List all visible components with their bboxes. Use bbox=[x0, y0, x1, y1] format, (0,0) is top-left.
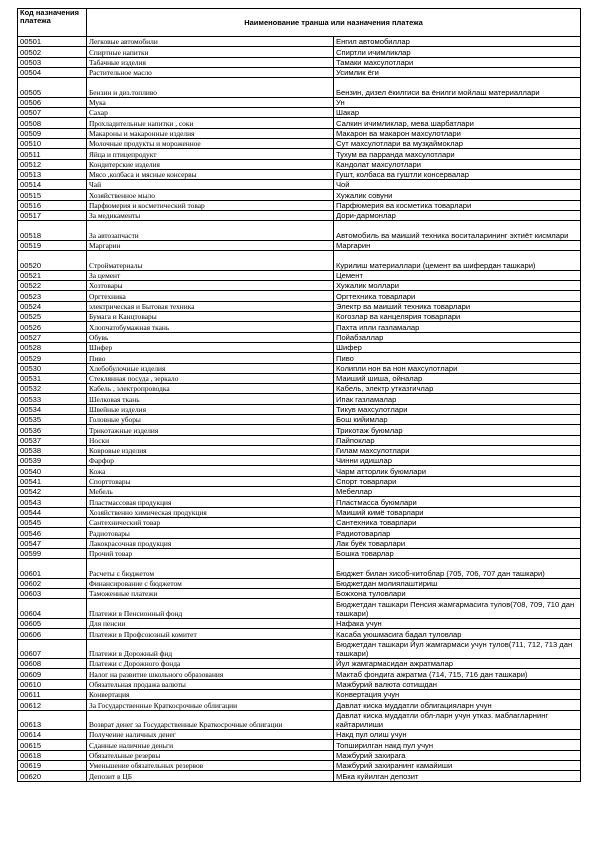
table-row bbox=[18, 221, 581, 241]
table-row bbox=[18, 659, 581, 669]
russian-name-cell: Шифер bbox=[87, 342, 334, 352]
code-cell: 00511 bbox=[18, 149, 87, 159]
russian-name-cell: Хозяйственно химическая продукция bbox=[87, 507, 334, 517]
russian-name-cell: Сахар bbox=[87, 108, 334, 118]
russian-name-cell: Спорттовары bbox=[87, 476, 334, 486]
code-cell: 00610 bbox=[18, 679, 87, 689]
russian-name-cell: Чай bbox=[87, 180, 334, 190]
russian-name-cell: Сантехнический товар bbox=[87, 517, 334, 527]
code-cell: 00508 bbox=[18, 118, 87, 128]
table-row bbox=[18, 730, 581, 740]
table-header bbox=[18, 9, 581, 37]
russian-name-cell: Носки bbox=[87, 435, 334, 445]
code-cell: 00536 bbox=[18, 425, 87, 435]
uzbek-name-cell: Усимлик ёги bbox=[334, 67, 581, 77]
uzbek-name-cell: Оргтехника товарлари bbox=[334, 291, 581, 301]
uzbek-name-cell: Спорт товарлари bbox=[334, 476, 581, 486]
uzbek-name-cell: Чинни идишлар bbox=[334, 456, 581, 466]
russian-name-cell: Табачные изделия bbox=[87, 57, 334, 67]
table-row bbox=[18, 761, 581, 771]
uzbek-name-cell: Топширилган накд пул учун bbox=[334, 740, 581, 750]
uzbek-name-cell: Чарм атторлик буюмлари bbox=[334, 466, 581, 476]
uzbek-name-cell: Трикотаж буюмлар bbox=[334, 425, 581, 435]
code-cell: 00504 bbox=[18, 67, 87, 77]
code-cell: 00502 bbox=[18, 47, 87, 57]
code-cell: 00599 bbox=[18, 548, 87, 558]
russian-name-cell: Платежи в Дорожный фнд bbox=[87, 639, 334, 659]
table-row bbox=[18, 270, 581, 280]
table-row bbox=[18, 57, 581, 67]
table-row bbox=[18, 67, 581, 77]
table-row bbox=[18, 342, 581, 352]
table-row bbox=[18, 456, 581, 466]
uzbek-name-cell: Мактаб фондига ажратма (714, 715, 716 дан ташкари) bbox=[334, 669, 581, 679]
uzbek-name-cell: Пластмасса буюмлари bbox=[334, 497, 581, 507]
uzbek-name-cell: Хужалик моллари bbox=[334, 281, 581, 291]
table-row bbox=[18, 599, 581, 619]
uzbek-name-cell: Бюджетдан молиялаштириш bbox=[334, 578, 581, 588]
table-row bbox=[18, 618, 581, 628]
table-row bbox=[18, 159, 581, 169]
code-cell: 00525 bbox=[18, 312, 87, 322]
code-cell: 00619 bbox=[18, 761, 87, 771]
table-row bbox=[18, 466, 581, 476]
table-row bbox=[18, 528, 581, 538]
table-row bbox=[18, 750, 581, 760]
russian-name-cell: Хлопчатобумажная ткань bbox=[87, 322, 334, 332]
uzbek-name-cell: Тухум ва парранда махсулотлари bbox=[334, 149, 581, 159]
uzbek-name-cell: Мажбурий валюта сотишдан bbox=[334, 679, 581, 689]
table-row bbox=[18, 128, 581, 138]
russian-name-cell: Возврат денег за Государственные Краткосрочные облигации bbox=[87, 710, 334, 730]
uzbek-name-cell: Салкин ичимликлар, мева шарбатлари bbox=[334, 118, 581, 128]
table-row bbox=[18, 487, 581, 497]
uzbek-name-cell: Пойабзаллар bbox=[334, 332, 581, 342]
uzbek-name-cell: Мебеллар bbox=[334, 487, 581, 497]
russian-name-cell: Таможенные платежи bbox=[87, 589, 334, 599]
russian-name-cell: Обязательные резервы bbox=[87, 750, 334, 760]
code-cell: 00530 bbox=[18, 363, 87, 373]
russian-name-cell: Депозит в ЦБ bbox=[87, 771, 334, 781]
table-row bbox=[18, 740, 581, 750]
table-row bbox=[18, 589, 581, 599]
russian-name-cell: Конвертация bbox=[87, 690, 334, 700]
russian-name-cell: Мебель bbox=[87, 487, 334, 497]
russian-name-cell: Шелковая ткань bbox=[87, 394, 334, 404]
table-row bbox=[18, 476, 581, 486]
uzbek-name-cell: Радиотоварлар bbox=[334, 528, 581, 538]
uzbek-name-cell: Парфюмерия ва косметика товарлари bbox=[334, 200, 581, 210]
table-row bbox=[18, 384, 581, 394]
uzbek-name-cell: Бош кийимлар bbox=[334, 414, 581, 424]
code-column-header: Код назначения платежа bbox=[18, 9, 87, 37]
table-row bbox=[18, 669, 581, 679]
russian-name-cell: Головные уборы bbox=[87, 414, 334, 424]
code-cell: 00518 bbox=[18, 221, 87, 241]
russian-name-cell: Парфюмерия и косметический товар bbox=[87, 200, 334, 210]
russian-name-cell: Оргтехника bbox=[87, 291, 334, 301]
table-row bbox=[18, 445, 581, 455]
code-cell: 00524 bbox=[18, 301, 87, 311]
code-cell: 00539 bbox=[18, 456, 87, 466]
code-cell: 00604 bbox=[18, 599, 87, 619]
uzbek-name-cell: Бензин, дизел ёкилгиси ва ёнилги мойлаш материаллари bbox=[334, 78, 581, 98]
uzbek-name-cell: Мажбурий захирага bbox=[334, 750, 581, 760]
russian-name-cell: Прохладительные напитки , соки bbox=[87, 118, 334, 128]
table-row bbox=[18, 363, 581, 373]
russian-name-cell: За цемент bbox=[87, 270, 334, 280]
code-cell: 00533 bbox=[18, 394, 87, 404]
table-row bbox=[18, 629, 581, 639]
table-row bbox=[18, 37, 581, 47]
code-cell: 00513 bbox=[18, 169, 87, 179]
uzbek-name-cell: Давлат киска муддатли облигацияларн учун bbox=[334, 700, 581, 710]
code-cell: 00542 bbox=[18, 487, 87, 497]
russian-name-cell: Мука bbox=[87, 97, 334, 107]
table-row bbox=[18, 118, 581, 128]
table-row bbox=[18, 138, 581, 148]
uzbek-name-cell: Конвертация учун bbox=[334, 690, 581, 700]
name-column-header: Наименование транша или назначения платежа bbox=[87, 9, 581, 37]
table-row bbox=[18, 312, 581, 322]
uzbek-name-cell: Пайпоклар bbox=[334, 435, 581, 445]
code-cell: 00537 bbox=[18, 435, 87, 445]
code-cell: 00612 bbox=[18, 700, 87, 710]
uzbek-name-cell: Бюджетдан ташкари Йул жамгармаси учун тулов(711, 712, 713 дан ташкари) bbox=[334, 639, 581, 659]
russian-name-cell: За медикаменты bbox=[87, 211, 334, 221]
code-cell: 00520 bbox=[18, 251, 87, 271]
uzbek-name-cell: Шакар bbox=[334, 108, 581, 118]
russian-name-cell: Радиотовары bbox=[87, 528, 334, 538]
code-cell: 00611 bbox=[18, 690, 87, 700]
code-cell: 00618 bbox=[18, 750, 87, 760]
table-row bbox=[18, 251, 581, 271]
uzbek-name-cell: Цемент bbox=[334, 270, 581, 280]
uzbek-name-cell: Маиший шиша, ойналар bbox=[334, 373, 581, 383]
russian-name-cell: Легковые автомобили bbox=[87, 37, 334, 47]
russian-name-cell: Стройматериалы bbox=[87, 251, 334, 271]
russian-name-cell: За автозапчасти bbox=[87, 221, 334, 241]
uzbek-name-cell: Мажбурий захиранинг камайиши bbox=[334, 761, 581, 771]
uzbek-name-cell: Курилиш материаллари (цемент ва шифердан ташкари) bbox=[334, 251, 581, 271]
code-cell: 00517 bbox=[18, 211, 87, 221]
russian-name-cell: Налог на развитие школьного образования bbox=[87, 669, 334, 679]
table-row bbox=[18, 414, 581, 424]
code-cell: 00523 bbox=[18, 291, 87, 301]
russian-name-cell: Кожа bbox=[87, 466, 334, 476]
russian-name-cell: За Государственные Краткосрочные облигации bbox=[87, 700, 334, 710]
uzbek-name-cell: Лак буёк товарлари bbox=[334, 538, 581, 548]
russian-name-cell: Макароны и макаронные изделия bbox=[87, 128, 334, 138]
russian-name-cell: Платежи в Профсоюзный комитет bbox=[87, 629, 334, 639]
code-cell: 00609 bbox=[18, 669, 87, 679]
table-row bbox=[18, 180, 581, 190]
uzbek-name-cell: Бюджетдан ташкари Пенсия жамгармасига тулов(708, 709, 710 дан ташкари) bbox=[334, 599, 581, 619]
code-cell: 00538 bbox=[18, 445, 87, 455]
uzbek-name-cell: Маиший кимё товарлари bbox=[334, 507, 581, 517]
code-cell: 00514 bbox=[18, 180, 87, 190]
code-cell: 00615 bbox=[18, 740, 87, 750]
russian-name-cell: Хозтовары bbox=[87, 281, 334, 291]
russian-name-cell: Хлебобулочные изделия bbox=[87, 363, 334, 373]
uzbek-name-cell: Электр ва маиший техника товарлари bbox=[334, 301, 581, 311]
russian-name-cell: электрическая и Бытовая техника bbox=[87, 301, 334, 311]
russian-name-cell: Фарфор bbox=[87, 456, 334, 466]
table-row bbox=[18, 679, 581, 689]
table-row bbox=[18, 353, 581, 363]
table-row bbox=[18, 690, 581, 700]
code-cell: 00519 bbox=[18, 240, 87, 250]
code-cell: 00545 bbox=[18, 517, 87, 527]
russian-name-cell: Швейные изделия bbox=[87, 404, 334, 414]
code-cell: 00532 bbox=[18, 384, 87, 394]
code-cell: 00547 bbox=[18, 538, 87, 548]
table-row bbox=[18, 517, 581, 527]
table-row bbox=[18, 301, 581, 311]
table-row bbox=[18, 538, 581, 548]
code-cell: 00602 bbox=[18, 578, 87, 588]
table-row bbox=[18, 108, 581, 118]
uzbek-name-cell: Накд пул олиш учун bbox=[334, 730, 581, 740]
code-cell: 00608 bbox=[18, 659, 87, 669]
code-cell: 00522 bbox=[18, 281, 87, 291]
code-cell: 00515 bbox=[18, 190, 87, 200]
table-row bbox=[18, 47, 581, 57]
table-row bbox=[18, 425, 581, 435]
payment-codes-table bbox=[17, 8, 581, 782]
russian-name-cell: Кабель , электропроводка bbox=[87, 384, 334, 394]
uzbek-name-cell: Чой bbox=[334, 180, 581, 190]
russian-name-cell: Хозяйственное мыло bbox=[87, 190, 334, 200]
code-cell: 00527 bbox=[18, 332, 87, 342]
russian-name-cell: Кондитерские изделия bbox=[87, 159, 334, 169]
uzbek-name-cell: Ун bbox=[334, 97, 581, 107]
table-row bbox=[18, 710, 581, 730]
code-cell: 00613 bbox=[18, 710, 87, 730]
table-row bbox=[18, 211, 581, 221]
russian-name-cell: Пиво bbox=[87, 353, 334, 363]
uzbek-name-cell: МБка куйилган депозит bbox=[334, 771, 581, 781]
code-cell: 00601 bbox=[18, 559, 87, 579]
uzbek-name-cell: Колипли нон ва нон махсулотлари bbox=[334, 363, 581, 373]
russian-name-cell: Прочий товар bbox=[87, 548, 334, 558]
table-body bbox=[18, 37, 581, 782]
table-row bbox=[18, 404, 581, 414]
uzbek-name-cell: Сут махсулотлари ва музқаймоклар bbox=[334, 138, 581, 148]
uzbek-name-cell: Нафака учун bbox=[334, 618, 581, 628]
code-cell: 00501 bbox=[18, 37, 87, 47]
code-cell: 00541 bbox=[18, 476, 87, 486]
code-cell: 00512 bbox=[18, 159, 87, 169]
table-row bbox=[18, 548, 581, 558]
uzbek-name-cell: Дори-дармонлар bbox=[334, 211, 581, 221]
russian-name-cell: Спиртные напитки bbox=[87, 47, 334, 57]
uzbek-name-cell: Давлат киска муддатли обл-ларн учун утказ. маблагларнинг кайтарилиши bbox=[334, 710, 581, 730]
russian-name-cell: Уменьшение обязательных резервов bbox=[87, 761, 334, 771]
table-row bbox=[18, 700, 581, 710]
table-row bbox=[18, 190, 581, 200]
table-row bbox=[18, 578, 581, 588]
table-row bbox=[18, 507, 581, 517]
russian-name-cell: Платежи в Пенсионный фонд bbox=[87, 599, 334, 619]
uzbek-name-cell: Божхона туловлари bbox=[334, 589, 581, 599]
table-row bbox=[18, 291, 581, 301]
table-row bbox=[18, 435, 581, 445]
uzbek-name-cell: Автомобиль ва маиший техника воситаларининг эхтиёт кисмлари bbox=[334, 221, 581, 241]
russian-name-cell: Растительное масло bbox=[87, 67, 334, 77]
table-row bbox=[18, 394, 581, 404]
code-cell: 00529 bbox=[18, 353, 87, 363]
uzbek-name-cell: Касаба уюшмасига бадал туловлар bbox=[334, 629, 581, 639]
table-row bbox=[18, 78, 581, 98]
code-cell: 00543 bbox=[18, 497, 87, 507]
uzbek-name-cell: Сантехника товарлари bbox=[334, 517, 581, 527]
code-cell: 00531 bbox=[18, 373, 87, 383]
uzbek-name-cell: Енгил автомобиллар bbox=[334, 37, 581, 47]
code-cell: 00526 bbox=[18, 322, 87, 332]
table-row bbox=[18, 149, 581, 159]
uzbek-name-cell: Йул жамгармасидан ажратмалар bbox=[334, 659, 581, 669]
table-row bbox=[18, 639, 581, 659]
russian-name-cell: Расчеты с бюджетом bbox=[87, 559, 334, 579]
table-row bbox=[18, 559, 581, 579]
table-row bbox=[18, 97, 581, 107]
russian-name-cell: Обувь bbox=[87, 332, 334, 342]
uzbek-name-cell: Пиво bbox=[334, 353, 581, 363]
uzbek-name-cell: Кандолат махсулотлари bbox=[334, 159, 581, 169]
payment-codes-document bbox=[17, 8, 580, 782]
code-cell: 00503 bbox=[18, 57, 87, 67]
russian-name-cell: Мясо ,колбаса и мясные консервы bbox=[87, 169, 334, 179]
code-cell: 00507 bbox=[18, 108, 87, 118]
code-cell: 00614 bbox=[18, 730, 87, 740]
code-cell: 00506 bbox=[18, 97, 87, 107]
code-cell: 00534 bbox=[18, 404, 87, 414]
uzbek-name-cell: Макарон ва макарон махсулотлари bbox=[334, 128, 581, 138]
table-row bbox=[18, 322, 581, 332]
russian-name-cell: Для пенсии bbox=[87, 618, 334, 628]
uzbek-name-cell: Пахта ипли газламалар bbox=[334, 322, 581, 332]
code-cell: 00510 bbox=[18, 138, 87, 148]
russian-name-cell: Молочные продукты и мороженное bbox=[87, 138, 334, 148]
code-cell: 00605 bbox=[18, 618, 87, 628]
russian-name-cell: Стеклянная посуда , зеркало bbox=[87, 373, 334, 383]
uzbek-name-cell: Когозлар ва канцелярия товарлари bbox=[334, 312, 581, 322]
russian-name-cell: Лакокрасочная продукция bbox=[87, 538, 334, 548]
code-cell: 00535 bbox=[18, 414, 87, 424]
code-cell: 00528 bbox=[18, 342, 87, 352]
uzbek-name-cell: Гилам махсулотлари bbox=[334, 445, 581, 455]
table-row bbox=[18, 771, 581, 781]
uzbek-name-cell: Кабель, электр утказгичлар bbox=[334, 384, 581, 394]
code-cell: 00620 bbox=[18, 771, 87, 781]
code-cell: 00516 bbox=[18, 200, 87, 210]
uzbek-name-cell: Тамаки махсулотлари bbox=[334, 57, 581, 67]
uzbek-name-cell: Бошка товарлар bbox=[334, 548, 581, 558]
uzbek-name-cell: Маргарин bbox=[334, 240, 581, 250]
russian-name-cell: Маргарин bbox=[87, 240, 334, 250]
code-cell: 00603 bbox=[18, 589, 87, 599]
code-cell: 00544 bbox=[18, 507, 87, 517]
russian-name-cell: Яйца и птицепродукт bbox=[87, 149, 334, 159]
table-row bbox=[18, 169, 581, 179]
code-cell: 00607 bbox=[18, 639, 87, 659]
russian-name-cell: Обязательная продажа валюты bbox=[87, 679, 334, 689]
table-row bbox=[18, 240, 581, 250]
uzbek-name-cell: Тикув махсулотлари bbox=[334, 404, 581, 414]
table-row bbox=[18, 497, 581, 507]
russian-name-cell: Бензин и диз.топливо bbox=[87, 78, 334, 98]
uzbek-name-cell: Ипак газламалар bbox=[334, 394, 581, 404]
table-row bbox=[18, 200, 581, 210]
russian-name-cell: Получение наличных денег bbox=[87, 730, 334, 740]
code-cell: 00509 bbox=[18, 128, 87, 138]
table-row bbox=[18, 332, 581, 342]
russian-name-cell: Финансирование с бюджетом bbox=[87, 578, 334, 588]
russian-name-cell: Бумага и Канцтовары bbox=[87, 312, 334, 322]
uzbek-name-cell: Спиртли ичимликлар bbox=[334, 47, 581, 57]
code-cell: 00540 bbox=[18, 466, 87, 476]
russian-name-cell: Платежи с Дорожного фонда bbox=[87, 659, 334, 669]
uzbek-name-cell: Хужалик совуни bbox=[334, 190, 581, 200]
table-row bbox=[18, 281, 581, 291]
code-cell: 00606 bbox=[18, 629, 87, 639]
code-cell: 00521 bbox=[18, 270, 87, 280]
russian-name-cell: Трикотажные изделия bbox=[87, 425, 334, 435]
russian-name-cell: Пластмассовая продукция bbox=[87, 497, 334, 507]
russian-name-cell: Сданные наличные деньги bbox=[87, 740, 334, 750]
code-cell: 00546 bbox=[18, 528, 87, 538]
table-row bbox=[18, 373, 581, 383]
uzbek-name-cell: Бюджет билан хисоб-китоблар (705, 706, 707 дан ташкари) bbox=[334, 559, 581, 579]
uzbek-name-cell: Гушт, колбаса ва гуштли консервалар bbox=[334, 169, 581, 179]
uzbek-name-cell: Шифер bbox=[334, 342, 581, 352]
russian-name-cell: Ковровые изделия bbox=[87, 445, 334, 455]
code-cell: 00505 bbox=[18, 78, 87, 98]
